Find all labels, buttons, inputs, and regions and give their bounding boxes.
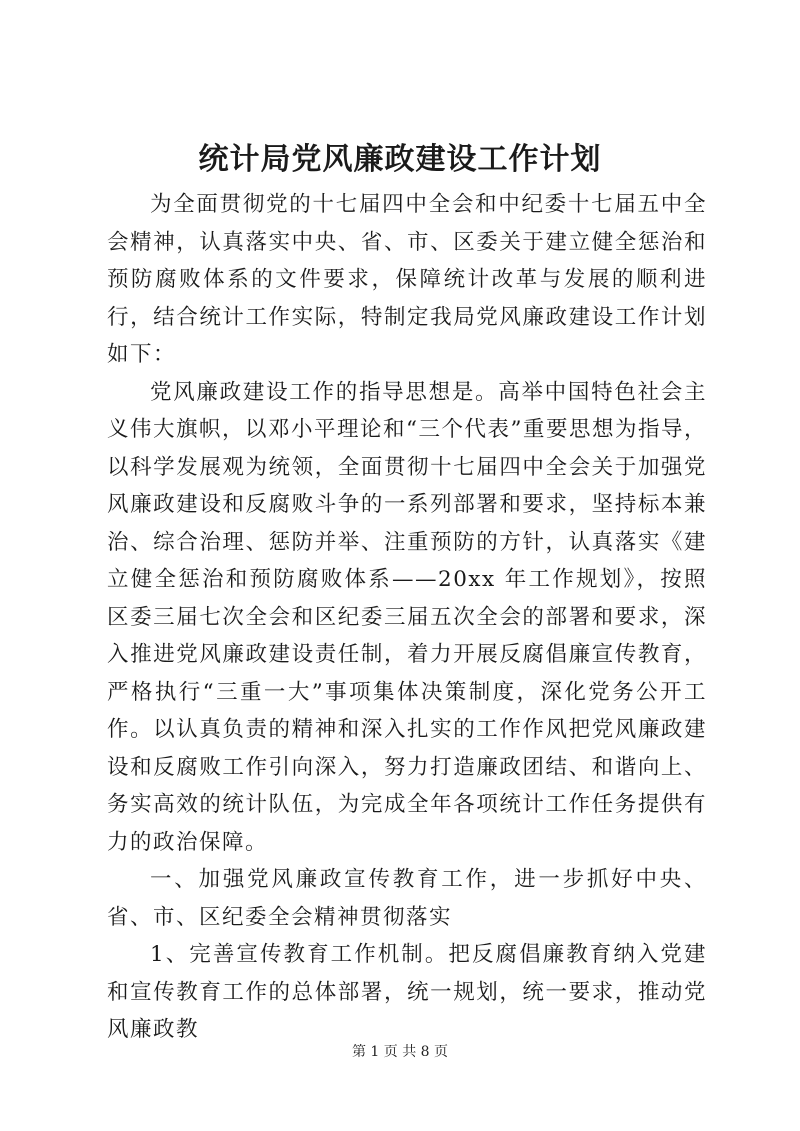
document-title: 统计局党风廉政建设工作计划 — [198, 142, 602, 177]
paragraph-intro: 为全面贯彻党的十七届四中全会和中纪委十七届五中全会精神，认真落实中央、省、市、区委关于建立健全惩治和预防腐败体系的文件要求，保障统计改革与发展的顺利进行，结合统计工作实际，特制定我局党风廉政建设工作计划如下： — [107, 192, 707, 367]
document-body — [107, 186, 707, 1049]
paragraph-guiding-principle: 党风廉政建设工作的指导思想是。高举中国特色社会主义伟大旗帜，以邓小平理论和“三个代表”重要思想为指导，以科学发展观为统领，全面贯彻十七届四中全会关于加强党风廉政建设和反腐败斗争的一系列部署和要求，坚持标本兼治、综合治理、惩防并举、注重预防的方针，认真落实《建立健全惩治和预防腐败体系——20xx 年工作规划》，按照区委三届七次全会和区纪委三届五次全会的部署和要求，深入推进党风廉政建设责任制，着力开展反腐倡廉宣传教育，严格执行“三重一大”事项集体决策制度，深化党务公开工作。以认真负责的精神和深入扎实的工作作风把党风廉政建设和反腐败工作引向深入，努力打造廉政团结、和谐向上、务实高效的统计队伍，为完成全年各项统计工作任务提供有力的政治保障。 — [107, 379, 707, 855]
paragraph-item-1: 1、完善宣传教育工作机制。把反腐倡廉教育纳入党建和宣传教育工作的总体部署，统一规划，统一要求，推动党风廉政教 — [107, 942, 707, 1042]
page-footer: 第 1 页 共 8 页 — [351, 1044, 449, 1060]
section-heading-1: 一、加强党风廉政宣传教育工作，进一步抓好中央、省、市、区纪委全会精神贯彻落实 — [107, 867, 707, 930]
